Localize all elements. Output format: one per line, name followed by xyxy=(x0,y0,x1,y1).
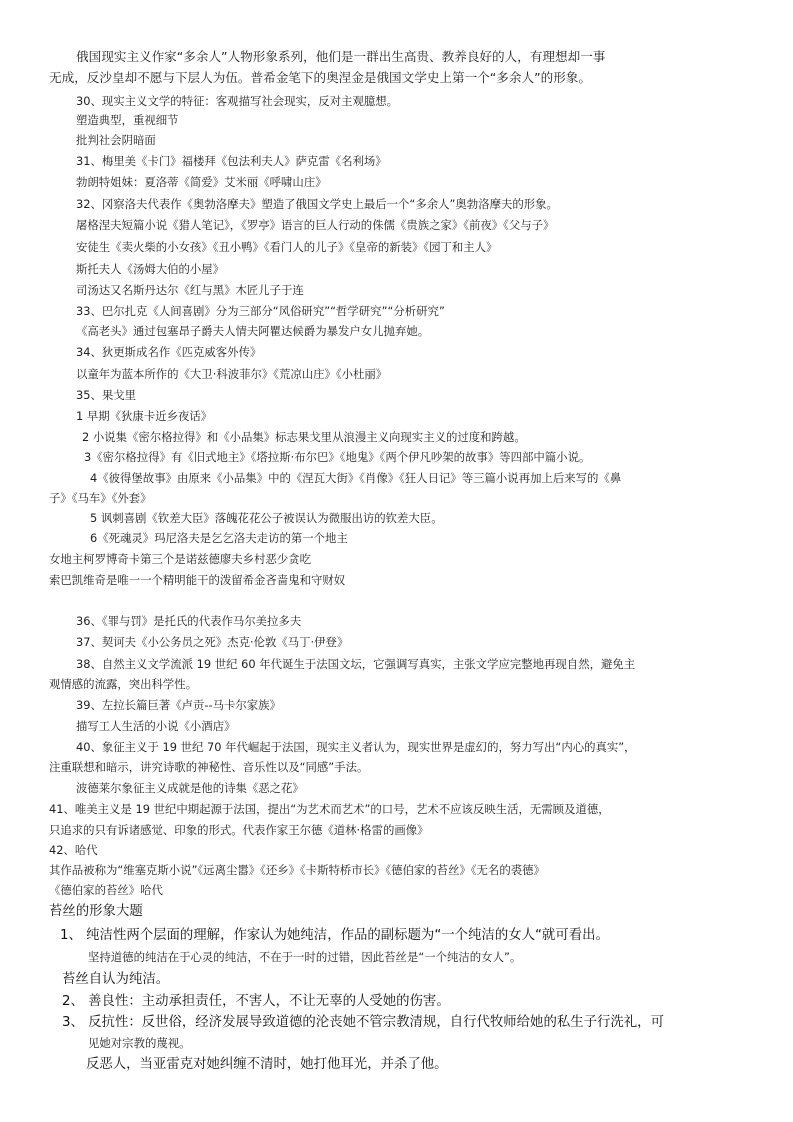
text-line: 只追求的只有诉诸感觉、印象的形式。代表作家王尔德《道林·格雷的画像》 xyxy=(49,823,429,837)
text-line: 见她对宗教的蔑视。 xyxy=(88,1036,191,1050)
text-line: 40、象征主义于 19 世纪 70 年代崛起于法国，现实主义者认为，现实世界是虚幻的，努力写出“内心的真实”， xyxy=(76,740,636,754)
text-line: 索巴凯维奇是唯一一个精明能干的泼留希金吝啬鬼和守财奴 xyxy=(49,573,346,587)
text-line: 3《密尔格拉得》有《旧式地主》《塔拉斯·布尔巴》《地鬼》《两个伊凡吵架的故事》等四部中篇小说。 xyxy=(84,450,591,464)
text-line: 5 讽刺喜剧《钦差大臣》落魄花花公子被误认为微服出访的钦差大臣。 xyxy=(90,511,443,525)
text-line: 2 小说集《密尔格拉得》和《小品集》标志果戈里从浪漫主义向现实主义的过度和跨越。 xyxy=(82,430,526,444)
text-line: 以童年为蓝本所作的《大卫·科波菲尔》《荒凉山庄》《小杜丽》 xyxy=(76,367,388,381)
text-line: 斯托夫人《汤姆大伯的小屋》 xyxy=(76,262,225,276)
text-line: 波德莱尔象征主义成就是他的诗集《恶之花》 xyxy=(76,781,304,795)
text-line: 37、契诃夫《小公务员之死》杰克·伦敦《马丁·伊登》 xyxy=(76,635,349,649)
text-line: 38、自然主义文学流派 19 世纪 60 年代诞生于法国文坛，它强调写真实，主张文学应完整地再现自然，避免主 xyxy=(76,657,636,671)
text-line: 39、左拉长篇巨著《卢贡--马卡尔家族》 xyxy=(76,698,281,712)
text-line: 2、 善良性：主动承担责任，不害人，不让无辜的人受她的伤害。 xyxy=(62,994,450,1009)
text-line: 3、 反抗性：反世俗，经济发展导致道德的沦丧她不管宗教清规，自行代牧师给她的私生子行洗礼，可 xyxy=(62,1015,664,1030)
text-line: 子》《马车》《外套》 xyxy=(49,491,152,505)
text-line: 6《死魂灵》玛尼洛夫是乞乞洛夫走访的第一个地主 xyxy=(90,531,348,545)
text-line: 41、唯美主义是 19 世纪中期起源于法国，提出“为艺术而艺术”的口号，艺术不应该反映生活，无需顾及道德， xyxy=(49,802,610,816)
text-line: 苔丝自认为纯洁。 xyxy=(62,972,170,987)
text-line: 4《彼得堡故事》由原来《小品集》中的《涅瓦大街》《肖像》《狂人日记》等三篇小说再加上后来写的《鼻 xyxy=(90,471,622,485)
text-line: 勃朗特姐妹：夏洛蒂《简爱》艾米丽《呼啸山庄》 xyxy=(76,175,327,189)
text-line: 屠格涅夫短篇小说《猎人笔记》，《罗亭》语言的巨人行动的侏儒《贵族之家》《前夜》《父与子》 xyxy=(76,218,555,232)
text-line: 观情感的流露，突出科学性。 xyxy=(49,677,198,691)
text-line: 42、哈代 xyxy=(49,843,98,857)
text-line: 俄国现实主义作家“多余人”人物形象系列，他们是一群出生高贵、教养良好的人，有理想却一事 xyxy=(76,49,606,64)
text-line: 无成，反沙皇却不愿与下层人为伍。普希金笔下的奥涅金是俄国文学史上第一个“多余人”的形象。 xyxy=(49,70,591,85)
text-line: 女地主柯罗博奇卡第三个是诺兹德廖夫乡村恶少贪吃 xyxy=(49,552,311,566)
text-line: 反恶人，当亚雷克对她纠缠不清时，她打他耳光，并杀了他。 xyxy=(86,1057,448,1072)
text-line: 描写工人生活的小说《小酒店》 xyxy=(76,719,236,733)
text-line: 32、冈察洛夫代表作《奥勃洛摩夫》塑造了俄国文学史上最后一个“多余人”奥勃洛摩夫的形象。 xyxy=(76,197,558,211)
text-line: 安徒生《卖火柴的小女孩》《丑小鸭》《看门人的儿子》《皇帝的新装》《园丁和主人》 xyxy=(76,240,498,254)
text-line: 36、《罪与罚》是托氏的代表作马尔美拉多夫 xyxy=(76,614,302,628)
section-heading: 苔丝的形象大题 xyxy=(49,904,143,919)
text-line: 33、巴尔扎克《人间喜剧》分为三部分“风俗研究”“哲学研究”“分析研究” xyxy=(76,304,445,318)
text-line: 批判社会阴暗面 xyxy=(76,133,156,147)
text-line: 其作品被称为“维塞克斯小说”《远离尘嚣》《还乡》《卡斯特桥市长》《德伯家的苔丝》《无名的裘德》 xyxy=(49,863,545,877)
text-line: 《德伯家的苔丝》哈代 xyxy=(49,883,163,897)
text-line: 1、 纯洁性两个层面的理解，作家认为她纯洁，作品的副标题为“一个纯洁的女人“就可看出。 xyxy=(60,928,609,943)
text-line: 1 早期《狄康卡近乡夜话》 xyxy=(76,409,213,423)
text-line: 《高老头》通过包塞昂子爵夫人情夫阿瞿达候爵为暴发户女儿抛弃她。 xyxy=(76,324,430,338)
text-line: 35、果戈里 xyxy=(76,388,137,402)
text-line: 注重联想和暗示，讲究诗歌的神秘性、音乐性以及“同感”手法。 xyxy=(49,760,369,774)
text-line: 31、梅里美《卡门》福楼拜《包法利夫人》萨克雷《名利场》 xyxy=(76,154,387,168)
text-line: 坚持道德的纯洁在于心灵的纯洁，不在于一时的过错，因此苔丝是“一个纯洁的女人”。 xyxy=(88,950,522,964)
text-line: 司汤达又名斯丹达尔《红与黑》木匠儿子于连 xyxy=(76,283,304,297)
text-line: 34、狄更斯成名作《匹克威客外传》 xyxy=(76,345,262,359)
text-line: 30、现实主义文学的特征：客观描写社会现实，反对主观臆想。 xyxy=(76,94,399,108)
text-line: 塑造典型，重视细节 xyxy=(76,113,179,127)
